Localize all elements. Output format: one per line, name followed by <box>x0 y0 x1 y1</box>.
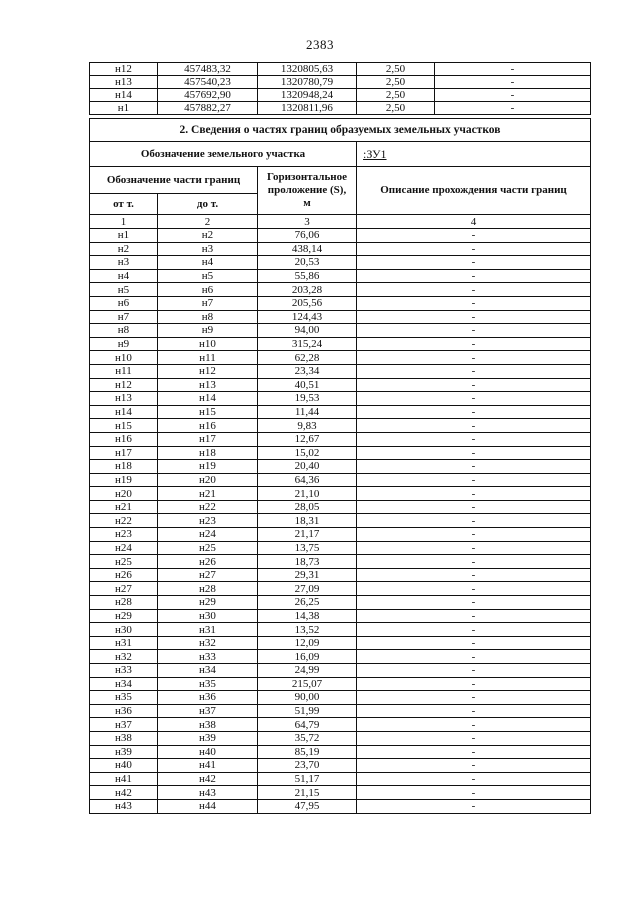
table-cell: - <box>357 242 591 256</box>
table-cell: - <box>357 609 591 623</box>
table-row <box>90 473 591 487</box>
table-cell: 13,52 <box>258 623 357 637</box>
table-cell: - <box>357 324 591 338</box>
table-cell: 90,00 <box>258 691 357 705</box>
table-row <box>90 229 591 243</box>
table-cell: - <box>357 514 591 528</box>
table-row <box>90 76 591 89</box>
table-cell: - <box>357 378 591 392</box>
column-number: 2 <box>158 215 258 229</box>
table-cell: - <box>357 704 591 718</box>
table-cell: - <box>357 432 591 446</box>
table-cell: н41 <box>90 772 158 786</box>
table-cell: 20,53 <box>258 256 357 270</box>
table-row <box>90 337 591 351</box>
table-row <box>90 514 591 528</box>
table-cell: н6 <box>158 283 258 297</box>
table-cell: н25 <box>90 555 158 569</box>
table-cell: н4 <box>158 256 258 270</box>
table-cell: 18,73 <box>258 555 357 569</box>
table-row <box>90 63 591 76</box>
table-cell: н33 <box>90 664 158 678</box>
table-cell: н15 <box>158 405 258 419</box>
table-cell: н29 <box>90 609 158 623</box>
table-cell: н23 <box>158 514 258 528</box>
coordinates-table <box>89 62 591 115</box>
table-row <box>90 392 591 406</box>
table-cell: 1320805,63 <box>258 63 357 76</box>
table-cell: н10 <box>158 337 258 351</box>
table-cell: н39 <box>90 745 158 759</box>
table-cell: - <box>357 677 591 691</box>
table-cell: н19 <box>90 473 158 487</box>
table-cell: - <box>357 664 591 678</box>
table-row <box>90 582 591 596</box>
table-cell: н40 <box>158 745 258 759</box>
table-cell: н13 <box>90 76 158 89</box>
table-cell: н22 <box>90 514 158 528</box>
table-cell: н21 <box>158 487 258 501</box>
table-row <box>90 664 591 678</box>
table-cell: - <box>357 405 591 419</box>
table-cell: н26 <box>90 568 158 582</box>
table-row <box>90 568 591 582</box>
table-cell: 21,10 <box>258 487 357 501</box>
table-cell: н34 <box>90 677 158 691</box>
table-cell: 9,83 <box>258 419 357 433</box>
table-cell: - <box>357 310 591 324</box>
table-cell: 18,31 <box>258 514 357 528</box>
table-cell: н42 <box>158 772 258 786</box>
table-cell: н35 <box>158 677 258 691</box>
column-number: 1 <box>90 215 158 229</box>
table-row <box>90 677 591 691</box>
table-cell: н31 <box>90 636 158 650</box>
table-cell: - <box>357 555 591 569</box>
table-cell: н7 <box>90 310 158 324</box>
table-row <box>90 405 591 419</box>
table-cell: 51,99 <box>258 704 357 718</box>
table-row <box>90 772 591 786</box>
table-cell: 12,67 <box>258 432 357 446</box>
table-cell: н1 <box>90 229 158 243</box>
table-cell: - <box>357 759 591 773</box>
table-cell: н9 <box>90 337 158 351</box>
table-cell: - <box>357 229 591 243</box>
table-cell: н6 <box>90 296 158 310</box>
table-cell: н17 <box>158 432 258 446</box>
description-header: Описание прохождения части границ <box>357 167 591 215</box>
table-row <box>90 759 591 773</box>
table-row <box>90 609 591 623</box>
table-cell: 2,50 <box>357 76 435 89</box>
table-cell: - <box>357 541 591 555</box>
section-title: 2. Сведения о частях границ образуемых земельных участков <box>90 119 591 142</box>
page-number: 2383 <box>306 37 334 52</box>
column-number: 3 <box>258 215 357 229</box>
table-cell: - <box>357 351 591 365</box>
table-row <box>90 296 591 310</box>
table-cell: н12 <box>158 364 258 378</box>
table-row <box>90 500 591 514</box>
table-cell: н38 <box>90 731 158 745</box>
table-row <box>90 704 591 718</box>
table-cell: н1 <box>90 102 158 115</box>
table-cell: н24 <box>90 541 158 555</box>
table-row <box>90 731 591 745</box>
table-cell: 94,00 <box>258 324 357 338</box>
table-cell: 15,02 <box>258 446 357 460</box>
table-cell: н8 <box>90 324 158 338</box>
table-cell: н15 <box>90 419 158 433</box>
table-cell: н37 <box>158 704 258 718</box>
table-cell: - <box>357 473 591 487</box>
table-cell: н27 <box>90 582 158 596</box>
table-cell: н14 <box>158 392 258 406</box>
table-cell: 27,09 <box>258 582 357 596</box>
table-cell: н34 <box>158 664 258 678</box>
table-cell: н5 <box>90 283 158 297</box>
table-cell: 1320780,79 <box>258 76 357 89</box>
table-cell: н35 <box>90 691 158 705</box>
table-cell: 55,86 <box>258 269 357 283</box>
table-row <box>90 324 591 338</box>
table-cell: н41 <box>158 759 258 773</box>
table-cell: - <box>357 596 591 610</box>
table-row <box>90 745 591 759</box>
table-cell: н22 <box>158 500 258 514</box>
table-cell: - <box>357 636 591 650</box>
table-cell: н30 <box>158 609 258 623</box>
table-cell: - <box>357 256 591 270</box>
table-cell: н17 <box>90 446 158 460</box>
table-row <box>90 419 591 433</box>
table-row <box>90 799 591 813</box>
table-cell: - <box>357 718 591 732</box>
table-cell: 13,75 <box>258 541 357 555</box>
table-row <box>90 432 591 446</box>
table-cell: 26,25 <box>258 596 357 610</box>
table-cell: 11,44 <box>258 405 357 419</box>
table-cell: н4 <box>90 269 158 283</box>
table-cell: - <box>357 691 591 705</box>
table-cell: - <box>357 337 591 351</box>
table-cell: - <box>435 63 591 76</box>
table-cell: - <box>357 799 591 813</box>
table-cell: 14,38 <box>258 609 357 623</box>
table-cell: - <box>357 650 591 664</box>
table-row <box>90 364 591 378</box>
table-cell: 64,36 <box>258 473 357 487</box>
table-cell: 1320811,96 <box>258 102 357 115</box>
table-cell: н19 <box>158 460 258 474</box>
table-cell: - <box>357 419 591 433</box>
table-cell: н12 <box>90 378 158 392</box>
from-point-header: от т. <box>90 194 158 215</box>
table-cell: н29 <box>158 596 258 610</box>
table-row <box>90 446 591 460</box>
table-cell: н26 <box>158 555 258 569</box>
table-cell: 457540,23 <box>158 76 258 89</box>
table-cell: 315,24 <box>258 337 357 351</box>
table-cell: - <box>357 460 591 474</box>
table-cell: н23 <box>90 528 158 542</box>
table-cell: - <box>357 269 591 283</box>
table-cell: - <box>357 528 591 542</box>
table-cell: н5 <box>158 269 258 283</box>
table-cell: н3 <box>158 242 258 256</box>
table-cell: 457483,32 <box>158 63 258 76</box>
table-cell: н25 <box>158 541 258 555</box>
table-cell: 2,50 <box>357 89 435 102</box>
table-cell: 24,99 <box>258 664 357 678</box>
table-row <box>90 102 591 115</box>
table-row <box>90 283 591 297</box>
table-cell: - <box>435 102 591 115</box>
table-cell: - <box>357 772 591 786</box>
table-cell: н14 <box>90 405 158 419</box>
table-cell: 21,15 <box>258 786 357 800</box>
column-number: 4 <box>357 215 591 229</box>
table-cell: 215,07 <box>258 677 357 691</box>
parcel-value: :ЗУ1 <box>357 142 591 167</box>
table-row <box>90 650 591 664</box>
table-cell: 64,79 <box>258 718 357 732</box>
table-cell: 19,53 <box>258 392 357 406</box>
table-cell: н43 <box>90 799 158 813</box>
table-cell: н43 <box>158 786 258 800</box>
table-cell: н24 <box>158 528 258 542</box>
table-cell: 28,05 <box>258 500 357 514</box>
table-row <box>90 378 591 392</box>
table-cell: н21 <box>90 500 158 514</box>
table-cell: н32 <box>158 636 258 650</box>
table-row <box>90 256 591 270</box>
table-cell: 40,51 <box>258 378 357 392</box>
table-cell: н16 <box>158 419 258 433</box>
table-cell: н36 <box>90 704 158 718</box>
part-designation-header: Обозначение части границ <box>90 167 258 194</box>
table-cell: н37 <box>90 718 158 732</box>
table-cell: - <box>357 568 591 582</box>
table-cell: н2 <box>90 242 158 256</box>
table-cell: н33 <box>158 650 258 664</box>
table-cell: - <box>357 392 591 406</box>
table-row <box>90 555 591 569</box>
table-row <box>90 786 591 800</box>
table-cell: 2,50 <box>357 102 435 115</box>
table-cell: 438,14 <box>258 242 357 256</box>
table-cell: 21,17 <box>258 528 357 542</box>
table-cell: 205,56 <box>258 296 357 310</box>
table-cell: н13 <box>158 378 258 392</box>
table-cell: н11 <box>158 351 258 365</box>
table-cell: н20 <box>158 473 258 487</box>
table-cell: н42 <box>90 786 158 800</box>
parcel-label: Обозначение земельного участка <box>90 142 357 167</box>
table-row <box>90 691 591 705</box>
table-row <box>90 89 591 102</box>
table-cell: н7 <box>158 296 258 310</box>
table-cell: - <box>357 487 591 501</box>
table-cell: н12 <box>90 63 158 76</box>
table-row <box>90 269 591 283</box>
table-cell: 47,95 <box>258 799 357 813</box>
table-cell: н44 <box>158 799 258 813</box>
table-cell: 51,17 <box>258 772 357 786</box>
table-cell: н3 <box>90 256 158 270</box>
table-cell: - <box>357 745 591 759</box>
table-cell: н10 <box>90 351 158 365</box>
table-cell: 23,70 <box>258 759 357 773</box>
table-row <box>90 718 591 732</box>
table-row <box>90 242 591 256</box>
table-cell: 2,50 <box>357 63 435 76</box>
table-cell: 62,28 <box>258 351 357 365</box>
table-cell: н31 <box>158 623 258 637</box>
boundary-parts-table <box>89 118 591 814</box>
table-row <box>90 487 591 501</box>
table-cell: н9 <box>158 324 258 338</box>
table-cell: н20 <box>90 487 158 501</box>
table-cell: н39 <box>158 731 258 745</box>
table-cell: н38 <box>158 718 258 732</box>
to-point-header: до т. <box>158 194 258 215</box>
table-cell: н14 <box>90 89 158 102</box>
table-cell: - <box>357 500 591 514</box>
table-cell: - <box>435 76 591 89</box>
table-cell: 457882,27 <box>158 102 258 115</box>
table-cell: 29,31 <box>258 568 357 582</box>
table-row <box>90 460 591 474</box>
table-cell: н27 <box>158 568 258 582</box>
table-row <box>90 623 591 637</box>
table-cell: - <box>357 283 591 297</box>
table-cell: н8 <box>158 310 258 324</box>
table-cell: 1320948,24 <box>258 89 357 102</box>
table-cell: 203,28 <box>258 283 357 297</box>
table-cell: н16 <box>90 432 158 446</box>
table-cell: - <box>357 446 591 460</box>
table-cell: н11 <box>90 364 158 378</box>
table-cell: - <box>357 786 591 800</box>
table-row <box>90 636 591 650</box>
table-cell: н28 <box>158 582 258 596</box>
table-row <box>90 528 591 542</box>
table-cell: 12,09 <box>258 636 357 650</box>
table-cell: н28 <box>90 596 158 610</box>
table-cell: 457692,90 <box>158 89 258 102</box>
table-cell: н40 <box>90 759 158 773</box>
table-cell: 76,06 <box>258 229 357 243</box>
table-cell: 124,43 <box>258 310 357 324</box>
table-cell: н13 <box>90 392 158 406</box>
table-cell: - <box>357 364 591 378</box>
table-row <box>90 596 591 610</box>
table-cell: 35,72 <box>258 731 357 745</box>
table-cell: 85,19 <box>258 745 357 759</box>
table-cell: н2 <box>158 229 258 243</box>
table-row <box>90 541 591 555</box>
table-row <box>90 351 591 365</box>
horizontal-distance-header: Горизонтальное проложение (S), м <box>258 167 357 215</box>
table-cell: н32 <box>90 650 158 664</box>
table-cell: н30 <box>90 623 158 637</box>
table-cell: - <box>435 89 591 102</box>
table-cell: 16,09 <box>258 650 357 664</box>
table-cell: - <box>357 296 591 310</box>
table-cell: - <box>357 623 591 637</box>
table-cell: - <box>357 731 591 745</box>
table-row <box>90 310 591 324</box>
table-cell: 20,40 <box>258 460 357 474</box>
table-cell: - <box>357 582 591 596</box>
table-cell: 23,34 <box>258 364 357 378</box>
table-cell: н18 <box>90 460 158 474</box>
table-cell: н36 <box>158 691 258 705</box>
table-cell: н18 <box>158 446 258 460</box>
